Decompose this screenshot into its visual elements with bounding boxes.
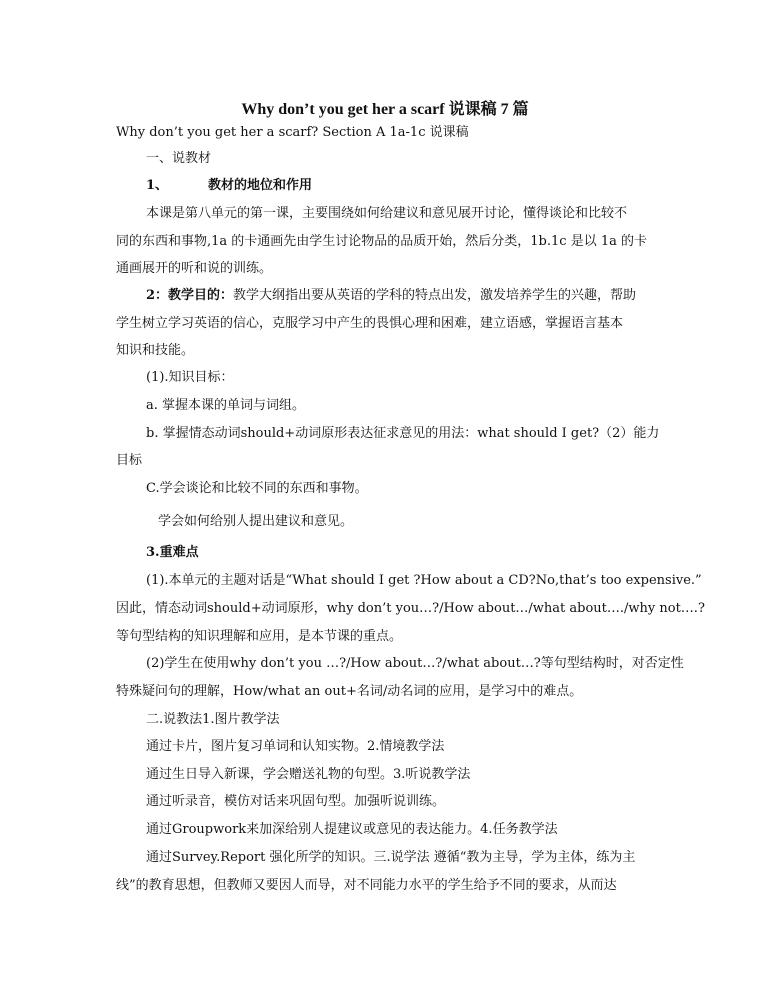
paragraph-line xyxy=(116,287,684,305)
list-item: 学会如何给别人提出建议和意见。 xyxy=(158,514,354,529)
document-subtitle: Why don’t you get her a scarf? Section A 1a-1c 说课稿 xyxy=(116,125,469,140)
subsection-title: 教材的地位和作用 xyxy=(208,178,313,193)
paragraph-line: 因此，情态动词should+动词原形，why don’t you…?/How about…/what about…./why not….? xyxy=(116,601,705,616)
teaching-goal-text: 教学大纲指出要从英语的学科的特点出发，激发培养学生的兴趣，帮助 xyxy=(233,288,637,303)
section-heading-1: 一、说教材 xyxy=(146,151,212,166)
paragraph-line: 通过生日导入新课，学会赠送礼物的句型。3.听说教学法 xyxy=(146,767,471,782)
teaching-goal-lead: 2：教学目的： xyxy=(146,288,234,303)
paragraph-line: 通过Survey.Report 强化所学的知识。三.说学法 遵循“教为主导，学为主体，练为主 xyxy=(146,850,636,865)
paragraph-line: 学生树立学习英语的信心，克服学习中产生的畏惧心理和困难，建立语感，掌握语言基本 xyxy=(116,316,624,331)
paragraph-line: 本课是第八单元的第一课，主要围绕如何给建议和意见展开讨论，懂得谈论和比较不 xyxy=(146,206,628,221)
paragraph-line: 目标 xyxy=(116,453,143,468)
knowledge-goal-heading: (1).知识目标： xyxy=(146,370,234,385)
paragraph-line: 线”的教育思想，但教师又要因人而导，对不同能力水平的学生给予不同的要求，从而达 xyxy=(116,878,617,893)
paragraph-line: 同的东西和事物,1a 的卡通画先由学生讨论物品的品质开始，然后分类，1b.1c 是以 1a 的卡 xyxy=(116,234,647,249)
paragraph-line: 特殊疑问句的理解，How/what an out+名词/动名词的应用，是学习中的难点。 xyxy=(116,684,583,699)
subsection-number: 1、 xyxy=(146,178,169,193)
paragraph-line: 通过卡片，图片复习单词和认知实物。2.情境教学法 xyxy=(146,739,445,754)
list-item: a. 掌握本课的单词与词组。 xyxy=(146,398,306,413)
document-title: Why don’t you get her a scarf 说课稿 7 篇 xyxy=(241,101,529,118)
subsection-heading-1 xyxy=(116,177,684,195)
section-heading-2: 二.说教法1.图片教学法 xyxy=(146,712,280,727)
paragraph-line: 通画展开的听和说的训练。 xyxy=(116,261,273,276)
paragraph-line: 知识和技能。 xyxy=(116,343,195,358)
paragraph-line: (2)学生在使用why don’t you …?/How about…?/what about…?等句型结构时，对否定性 xyxy=(146,656,684,671)
paragraph-line: 等句型结构的知识理解和应用，是本节课的重点。 xyxy=(116,629,403,644)
key-points-heading: 3.重难点 xyxy=(146,545,199,560)
list-item: C.学会谈论和比较不同的东西和事物。 xyxy=(146,481,368,496)
paragraph-line: 通过Groupwork来加深给别人提建议或意见的表达能力。4.任务教学法 xyxy=(146,822,558,837)
paragraph-line: (1).本单元的主题对话是“What should I get ?How about a CD?No,that’s too expensive.” xyxy=(146,573,702,588)
paragraph-line: 通过听录音，模仿对话来巩固句型。加强听说训练。 xyxy=(146,794,446,809)
list-item: b. 掌握情态动词should+动词原形表达征求意见的用法：what should I get?（2）能力 xyxy=(146,426,660,441)
